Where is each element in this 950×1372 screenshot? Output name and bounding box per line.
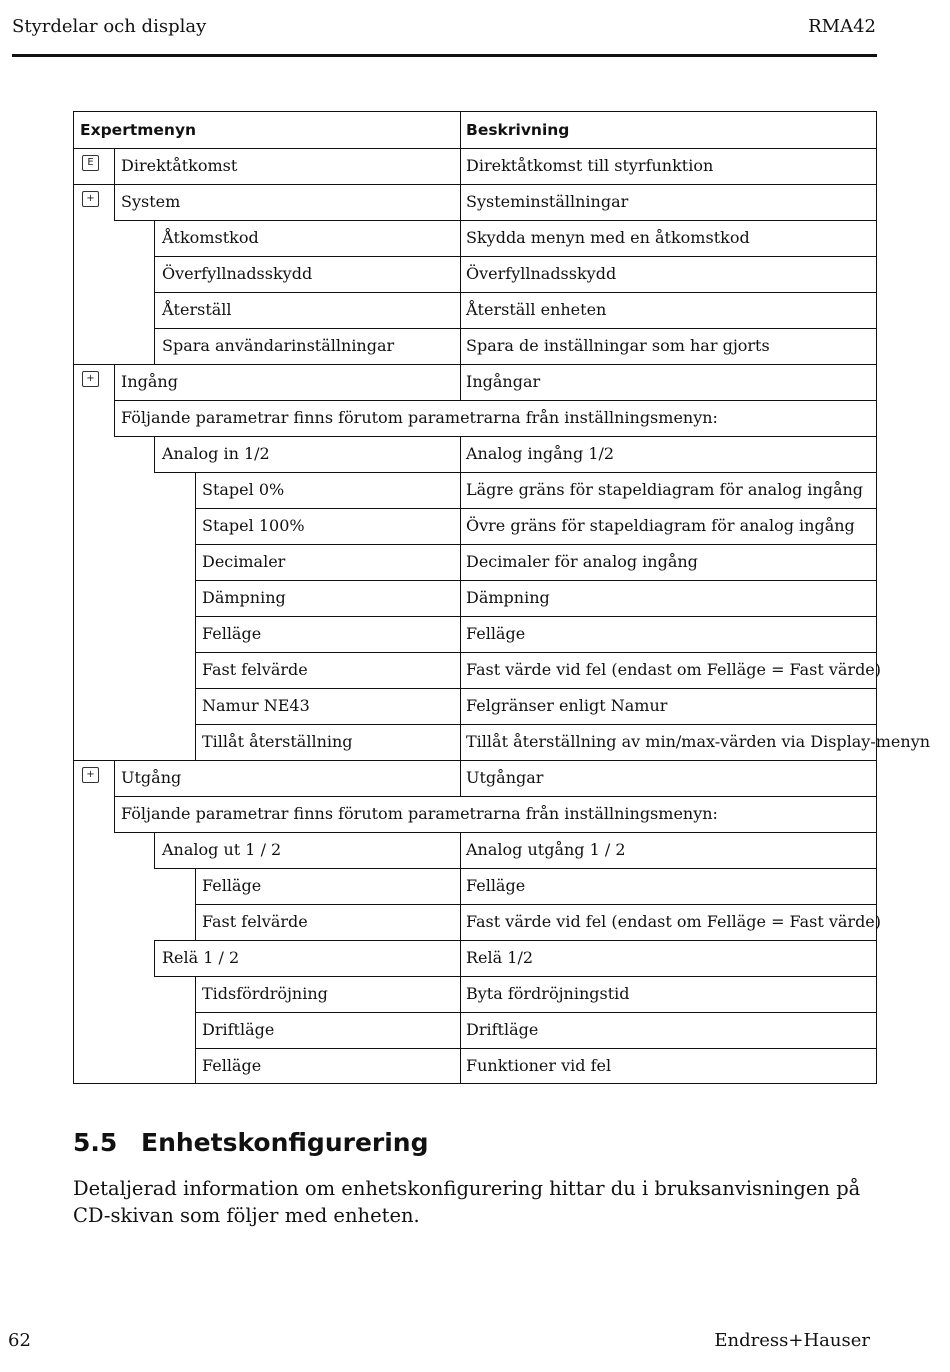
indent-line [154,436,155,472]
footer-brand: Endress+Hauser [714,1330,870,1351]
row-rule [195,1048,876,1049]
menu-access-code: Åtkomstkod [162,228,259,247]
row-rule [195,580,876,581]
section-title: Enhetskonfigurering [141,1128,429,1157]
column-header-menu: Expertmenyn [80,121,197,139]
row-rule [154,256,876,257]
menu-direct-access: Direktåtkomst [121,156,238,175]
expert-menu-table [73,111,931,1084]
row-rule [195,544,876,545]
desc-input: Ingångar [466,372,541,391]
row-rule [114,220,876,221]
menu-output: Utgång [121,768,182,787]
desc-relay-failure-mode: Funktioner vid fel [466,1056,612,1075]
row-rule [195,724,876,725]
running-header-right: RMA42 [808,16,876,37]
plus-key-icon: + [82,191,99,207]
row-rule [154,472,876,473]
desc-relay: Relä 1/2 [466,948,534,967]
menu-damping: Dämpning [202,588,286,607]
desc-failure-mode: Felläge [466,624,526,643]
menu-namur: Namur NE43 [202,696,310,715]
row-rule [114,400,876,401]
row-rule [114,436,876,437]
menu-relay-failure-mode: Felläge [202,1056,262,1075]
desc-output: Utgångar [466,768,544,787]
row-rule [195,508,876,509]
row-rule [154,868,876,869]
menu-out-failure-mode: Felläge [202,876,262,895]
menu-time-delay: Tidsfördröjning [202,984,328,1003]
menu-operating-mode: Driftläge [202,1020,275,1039]
indent-line [195,976,196,1084]
page-number: 62 [8,1330,31,1351]
header-rule [12,54,877,57]
menu-out-fixed-fail-value: Fast felvärde [202,912,308,931]
menu-analog-out: Analog ut 1 / 2 [162,840,282,859]
menu-system: System [121,192,181,211]
menu-decimals: Decimaler [202,552,286,571]
menu-allow-reset: Tillåt återställning [202,732,353,751]
section-number: 5.5 [73,1128,118,1157]
row-rule [195,904,876,905]
desc-bar-100: Övre gräns för stapeldiagram för analog ingång [466,516,855,535]
row-rule [154,328,876,329]
desc-analog-out: Analog utgång 1 / 2 [466,840,626,859]
plus-key-icon: + [82,767,99,783]
menu-bar-0: Stapel 0% [202,480,285,499]
desc-bar-0: Lägre gräns för stapeldiagram för analog ingång [466,480,864,499]
desc-direct-access: Direktåtkomst till styrfunktion [466,156,714,175]
row-rule [195,652,876,653]
row-rule [74,184,876,185]
column-header-description: Beskrivning [466,121,570,139]
row-rule [195,616,876,617]
menu-fixed-fail-value: Fast felvärde [202,660,308,679]
desc-analog-in: Analog ingång 1/2 [466,444,615,463]
row-rule [154,940,876,941]
menu-bar-100: Stapel 100% [202,516,305,535]
row-rule [74,760,876,761]
desc-access-code: Skydda menyn med en åtkomstkod [466,228,750,247]
row-rule [114,796,876,797]
e-key-icon: E [82,155,99,171]
desc-damping: Dämpning [466,588,550,607]
row-rule [114,832,876,833]
menu-relay: Relä 1 / 2 [162,948,240,967]
menu-reset: Återställ [162,300,232,319]
indent-line [154,940,155,976]
plus-key-icon: + [82,371,99,387]
desc-save-settings: Spara de inställningar som har gjorts [466,336,770,355]
menu-input: Ingång [121,372,178,391]
column-divider [460,832,461,1084]
row-rule [74,364,876,365]
desc-fixed-fail-value: Fast värde vid fel (endast om Felläge = Fast värde) [466,660,882,679]
desc-operating-mode: Driftläge [466,1020,539,1039]
row-rule [195,688,876,689]
output-note: Följande parametrar finns förutom parametrarna från inställningsmenyn: [121,804,718,823]
menu-save-settings: Spara användarinställningar [162,336,395,355]
row-rule [195,1012,876,1013]
indent-line [154,832,155,868]
section-body: Detaljerad information om enhetskonfigurering hittar du i bruksanvisningen på CD-skivan som följer med enheten. [73,1177,861,1227]
menu-overfill: Överfyllnadsskydd [162,264,313,283]
menu-failure-mode: Felläge [202,624,262,643]
row-rule [154,976,876,977]
menu-analog-in: Analog in 1/2 [162,444,270,463]
desc-time-delay: Byta fördröjningstid [466,984,630,1003]
desc-reset: Återställ enheten [466,300,607,319]
row-rule [74,148,876,149]
desc-overfill: Överfyllnadsskydd [466,264,617,283]
desc-system: Systeminställningar [466,192,629,211]
desc-allow-reset: Tillåt återställning av min/max-värden via Display-menyn [466,732,931,751]
desc-out-fixed-fail-value: Fast värde vid fel (endast om Felläge = Fast värde) [466,912,882,931]
running-header-left: Styrdelar och display [12,16,207,37]
desc-out-failure-mode: Felläge [466,876,526,895]
section-heading [73,1128,429,1157]
row-rule [154,292,876,293]
input-note: Följande parametrar finns förutom parametrarna från inställningsmenyn: [121,408,718,427]
desc-namur: Felgränser enligt Namur [466,696,668,715]
desc-decimals: Decimaler för analog ingång [466,552,698,571]
